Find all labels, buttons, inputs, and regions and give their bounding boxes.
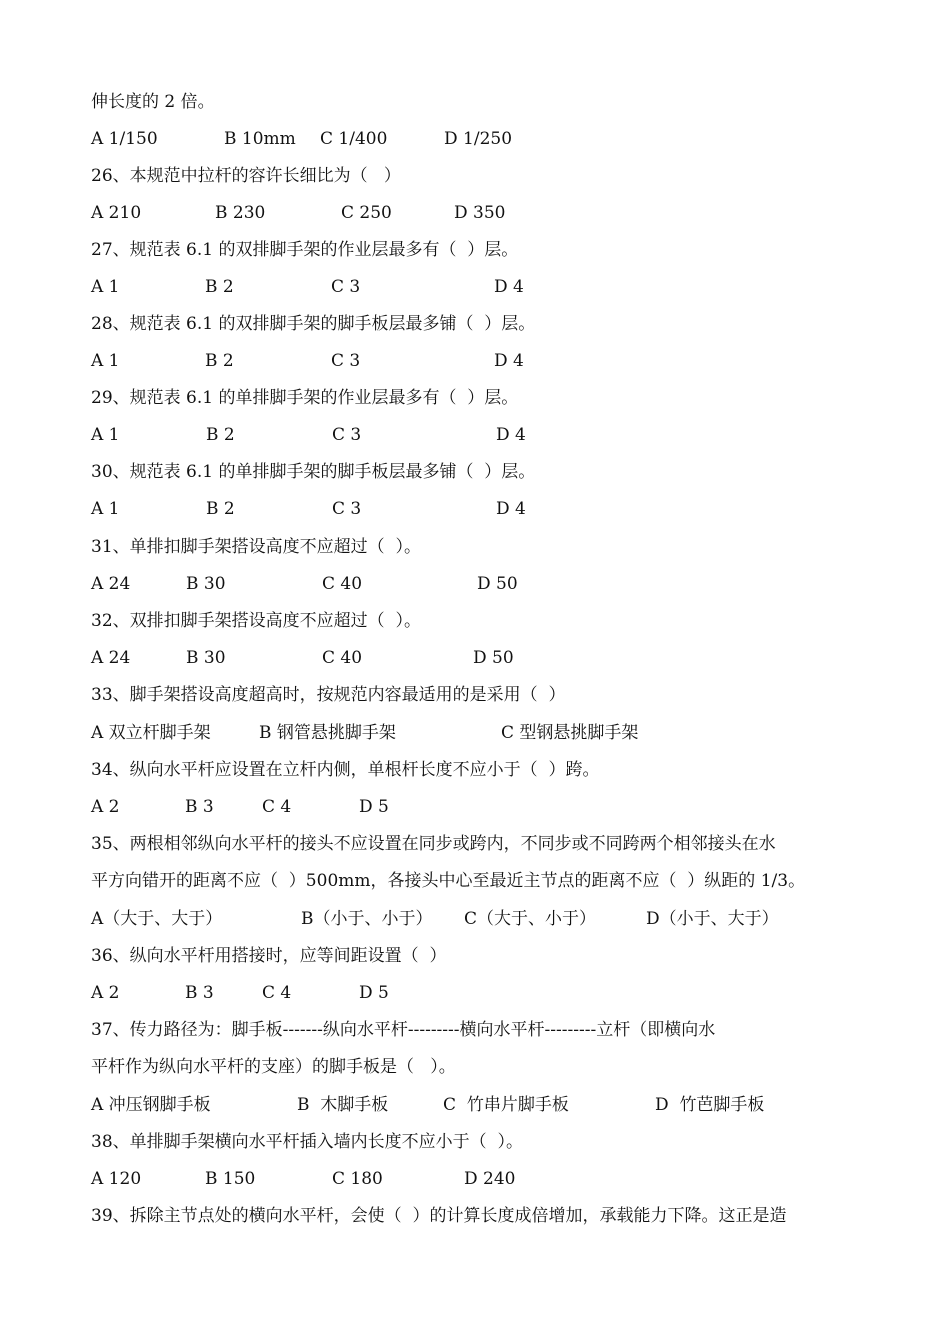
answer-option: B 30 [186,648,226,668]
answer-option: A 24 [91,574,131,594]
question-text: 27、规范表 6.1 的双排脚手架的作业层最多有（ ）层。 [91,240,519,260]
answer-option: D 4 [494,277,524,297]
answer-option: D 5 [359,797,389,817]
answer-option: C 180 [332,1169,383,1189]
question-text: 平杆作为纵向水平杆的支座）的脚手板是（ ）。 [91,1057,456,1077]
answer-option: C 3 [332,425,362,445]
answer-option: D 1/250 [444,129,513,149]
answer-option: A 120 [91,1169,142,1189]
answer-option: B 30 [186,574,226,594]
question-text: 37、传力路径为：脚手板-------纵向水平杆---------横向水平杆---------立杆（即横向水 [91,1020,716,1040]
answer-option: D 4 [494,351,524,371]
question-text: 平方向错开的距离不应（ ）500mm，各接头中心至最近主节点的距离不应（ ）纵距的 1/3。 [91,871,806,891]
answer-option: B 木脚手板 [297,1095,389,1115]
answer-option: A 1/150 [91,129,158,149]
answer-option: D 50 [473,648,514,668]
answer-option: C 3 [331,351,361,371]
answer-option: B 230 [215,203,266,223]
answer-option: B 钢管悬挑脚手架 [259,723,396,743]
answer-option: A 双立杆脚手架 [91,723,211,743]
answer-option: B（小于、小于） [301,909,433,929]
answer-option: B 3 [185,983,214,1003]
answer-option: C 4 [262,983,292,1003]
question-text: 31、单排扣脚手架搭设高度不应超过（ ）。 [91,537,421,557]
answer-option: D 4 [496,499,526,519]
question-text: 29、规范表 6.1 的单排脚手架的作业层最多有（ ）层。 [91,388,519,408]
answer-option: B 150 [205,1169,256,1189]
question-text: 26、本规范中拉杆的容许长细比为（ ） [91,166,401,186]
question-text: 34、纵向水平杆应设置在立杆内侧，单根杆长度不应小于（ ）跨。 [91,760,600,780]
answer-option: B 2 [206,499,235,519]
answer-option: D 竹芭脚手板 [655,1095,765,1115]
answer-option: C 250 [341,203,392,223]
answer-option: B 2 [205,351,234,371]
question-text: 伸长度的 2 倍。 [91,92,215,112]
answer-option: C 竹串片脚手板 [443,1095,569,1115]
answer-option: D 350 [454,203,506,223]
answer-option: C 型钢悬挑脚手架 [501,723,639,743]
answer-option: A 2 [91,983,120,1003]
answer-option: C（大于、小于） [464,909,597,929]
answer-option: C 3 [332,499,362,519]
answer-option: A 24 [91,648,131,668]
answer-option: A 2 [91,797,120,817]
answer-option: A 1 [91,499,120,519]
answer-option: A 210 [91,203,142,223]
answer-option: C 40 [322,574,363,594]
answer-option: A（大于、大于） [91,909,223,929]
answer-option: D 5 [359,983,389,1003]
answer-option: D（小于、大于） [646,909,779,929]
answer-option: B 10mm [224,129,296,149]
question-text: 35、两根相邻纵向水平杆的接头不应设置在同步或跨内，不同步或不同跨两个相邻接头在水 [91,834,776,854]
answer-option: D 4 [496,425,526,445]
answer-option: B 2 [206,425,235,445]
answer-option: D 240 [464,1169,516,1189]
answer-option: B 3 [185,797,214,817]
question-text: 30、规范表 6.1 的单排脚手架的脚手板层最多铺（ ）层。 [91,462,536,482]
answer-option: D 50 [477,574,518,594]
answer-option: A 1 [91,425,120,445]
question-text: 32、双排扣脚手架搭设高度不应超过（ ）。 [91,611,421,631]
answer-option: A 冲压钢脚手板 [91,1095,211,1115]
answer-option: C 1/400 [320,129,388,149]
answer-option: A 1 [91,351,120,371]
answer-option: A 1 [91,277,120,297]
question-text: 38、单排脚手架横向水平杆插入墙内长度不应小于（ ）。 [91,1132,523,1152]
answer-option: B 2 [205,277,234,297]
answer-option: C 40 [322,648,363,668]
question-text: 39、拆除主节点处的横向水平杆，会使（ ）的计算长度成倍增加，承载能力下降。这正是造 [91,1206,787,1226]
answer-option: C 3 [331,277,361,297]
question-text: 36、纵向水平杆用搭接时，应等间距设置（ ） [91,946,447,966]
question-text: 33、脚手架搭设高度超高时，按规范内容最适用的是采用（ ） [91,685,566,705]
question-text: 28、规范表 6.1 的双排脚手架的脚手板层最多铺（ ）层。 [91,314,536,334]
answer-option: C 4 [262,797,292,817]
